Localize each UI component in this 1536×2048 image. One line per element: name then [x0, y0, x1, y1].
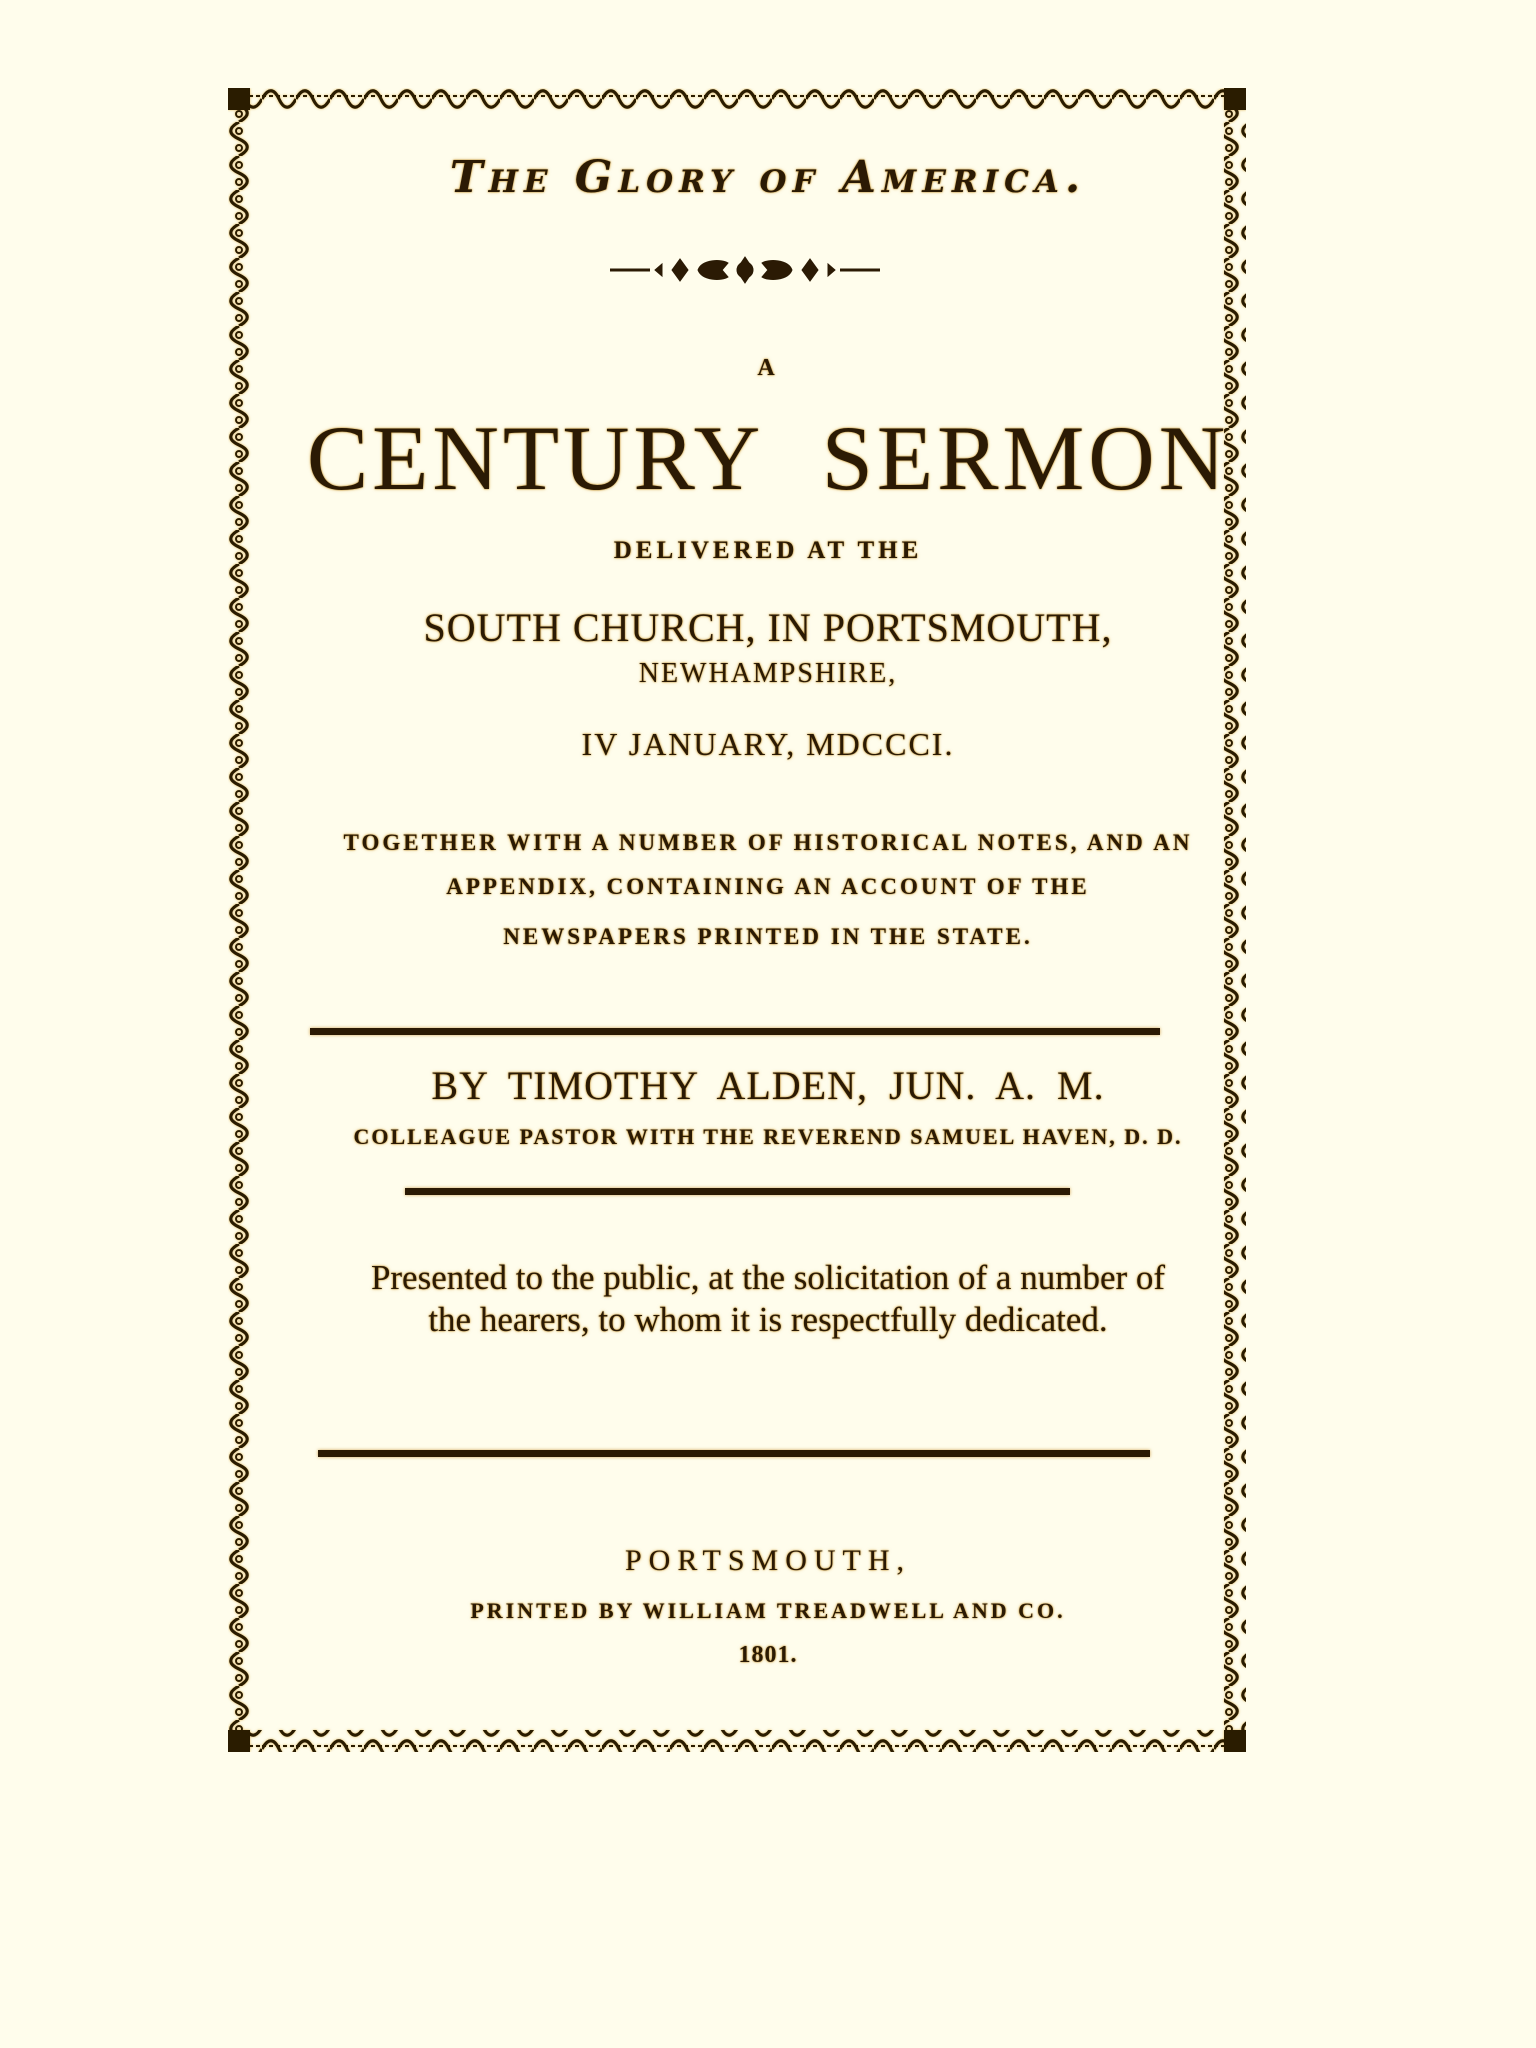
imprint-city: PORTSMOUTH, — [624, 1544, 912, 1577]
dedication-line-2: the hearers, to whom it is respectfully dedicated. — [428, 1300, 1108, 1339]
author-role: COLLEAGUE PASTOR WITH THE REVEREND SAMUEL HAVEN, D. D. — [353, 1124, 1183, 1149]
author-line: BY TIMOTHY ALDEN, JUN. A. M. — [431, 1063, 1105, 1108]
blackletter-title: The Glory of America. — [449, 152, 1087, 203]
title-article: A — [757, 355, 779, 381]
chain-border-icon — [228, 88, 1246, 1752]
subtitle-line-2: APPENDIX, CONTAINING AN ACCOUNT OF THE — [446, 874, 1090, 899]
fleuron-ornament-icon — [610, 255, 880, 285]
subtitle-line-3: NEWSPAPERS PRINTED IN THE STATE. — [503, 924, 1033, 949]
dedication-line-1: Presented to the public, at the solicitation of a number of — [370, 1258, 1166, 1297]
horizontal-rule-2 — [405, 1188, 1070, 1195]
ornamental-border — [228, 88, 1246, 1752]
date-line: IV JANUARY, MDCCCI. — [581, 726, 955, 762]
place-line-2: NEWHAMPSHIRE, — [638, 658, 898, 689]
main-title: CENTURY SERMON — [306, 407, 1230, 509]
place-line-1: SOUTH CHURCH, IN PORTSMOUTH, — [423, 605, 1113, 650]
horizontal-rule-1 — [310, 1028, 1160, 1035]
imprint-printer: PRINTED BY WILLIAM TREADWELL AND CO. — [470, 1598, 1066, 1623]
subtitle-line-1: TOGETHER WITH A NUMBER OF HISTORICAL NOTES, AND AN — [343, 830, 1193, 855]
delivered-line: DELIVERED AT THE — [613, 537, 923, 564]
imprint-year: 1801. — [738, 1642, 798, 1668]
horizontal-rule-3 — [318, 1450, 1150, 1457]
